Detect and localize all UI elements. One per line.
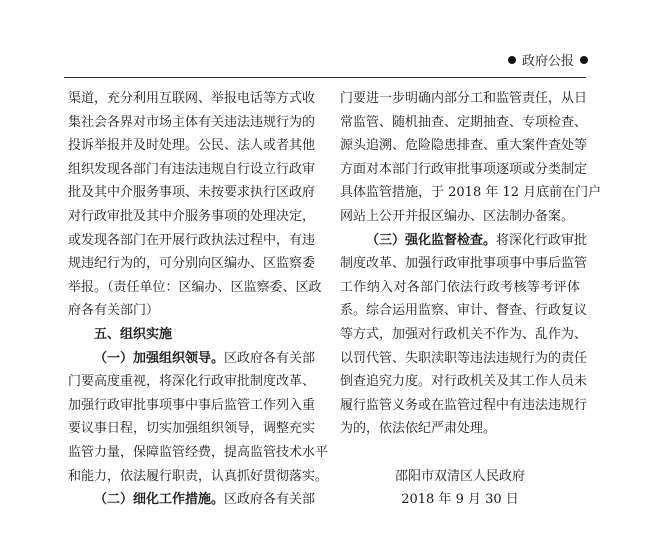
text-line: 门要进一步明确内部分工和监管责任，从日 (340, 91, 588, 106)
text-line: 规违纪行为的，可分别向区编办、区监察委 (68, 256, 316, 272)
text-line: 府各有关部门） (68, 303, 160, 319)
right-column (340, 87, 602, 512)
text-line: 批及其中介服务事项、未按要求执行区政府 (68, 185, 316, 201)
text-line: 监管力量，保障监管经费，提高监管技术水平 (68, 444, 329, 460)
text-line: 以罚代管、失职渎职等违法违规行为的责任 (340, 350, 588, 366)
text-span: 区政府各有关部 (224, 350, 316, 366)
subsection-line (68, 488, 316, 512)
text-line: 工作纳入对各部门依法行政考核等考评体 (340, 279, 580, 295)
text-line: 源头追溯、危险隐患排查、重大案件查处等 (340, 138, 588, 154)
header-title: 政府公报 (521, 54, 574, 69)
text-line: 为的，依法依纪严肃处理。 (340, 421, 497, 437)
text-line: 系。综合运用监察、审计、督查、行政复议 (340, 303, 588, 319)
header-rule (64, 77, 586, 78)
text-line: 方面对本部门行政审批事项逐项或分类制定 (340, 161, 588, 177)
left-column (68, 87, 329, 512)
signature-date: 2018 年 9 月 30 日 (401, 492, 519, 508)
text-line: 门要高度重视，将深化行政审批制度改革、 (68, 374, 316, 390)
text-line: 集社会各界对市场主体有关违法违规行为的 (68, 114, 316, 130)
text-line: 加强行政审批事项事中事后监管工作列入重 (68, 397, 316, 413)
text-line: 常监管、随机抽查、定期抽查、专项检查、 (340, 114, 588, 130)
text-line: 投诉举报并及时处理。公民、法人或者其他 (68, 138, 316, 154)
text-line: 对行政审批及其中介服务事项的处理决定， (68, 208, 316, 224)
text-line: 等方式，加强对行政机关不作为、乱作为、 (340, 326, 588, 342)
section-heading: 五、组织实施 (94, 326, 173, 342)
text-line: 网站上公开并报区编办、区法制办备案。 (340, 208, 575, 224)
bullet-dot-icon (580, 56, 588, 64)
subsection-title: （三）强化监督检查。 (366, 232, 497, 248)
text-line: 渠道，充分利用互联网、举报电话等方式收 (68, 91, 316, 106)
text-line: 或发现各部门在开展行政执法过程中，有违 (68, 232, 316, 248)
signature-org: 邵阳市双清区人民政府 (394, 468, 525, 484)
page-header (508, 50, 588, 69)
text-line: 倒查追究力度。对行政机关及其工作人员未 (340, 374, 588, 390)
text-line: 履行监管义务或在监管过程中有违法违规行 (340, 397, 588, 413)
bullet-dot-icon (508, 56, 516, 64)
text-line: 举报。（责任单位：区编办、区监察委、区政 (68, 279, 322, 295)
subsection-title: （二）细化工作措施。 (94, 492, 225, 508)
subsection-title: （一）加强组织领导。 (94, 350, 225, 366)
text-line: 要议事日程，切实加强组织领导，调整充实 (68, 421, 316, 437)
text-line: 组织发现各部门有违法违规自行设立行政审 (68, 161, 316, 177)
spacer (340, 441, 580, 465)
text-line: 制度改革、加强行政审批事项事中事后监管 (340, 256, 588, 272)
subsection-line (340, 229, 588, 253)
text-line: 具体监管措施，于 2018 年 12 月底前在门户 (340, 185, 602, 201)
subsection-line (68, 347, 316, 371)
text-span: 区政府各有关部 (224, 492, 316, 508)
text-line: 和能力，依法履行职责，认真抓好贯彻落实。 (68, 468, 329, 484)
text-span: 将深化行政审批 (496, 232, 588, 248)
